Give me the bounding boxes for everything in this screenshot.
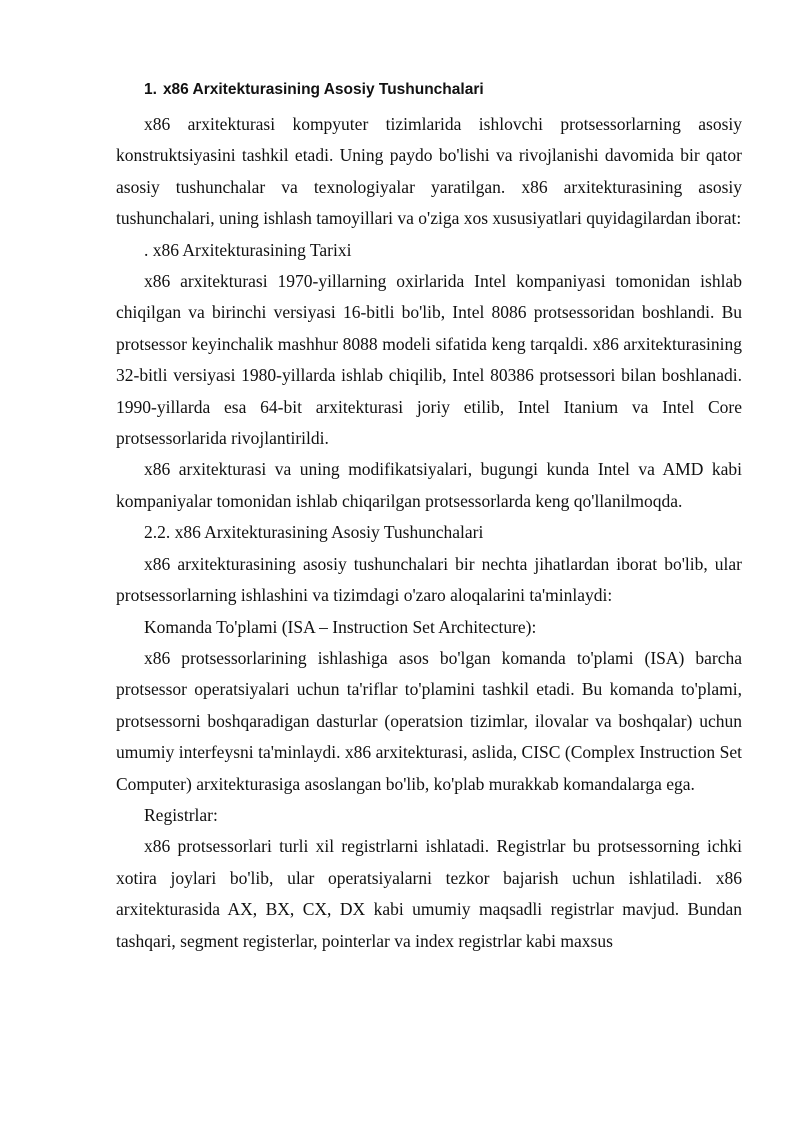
- subheading-history: . x86 Arxitekturasining Tarixi: [144, 239, 352, 260]
- section-title: x86 Arxitekturasining Asosiy Tushunchalari: [162, 81, 484, 98]
- history-paragraph: x86 arxitekturasi 1970-yillarning oxirlarida Intel kompaniyasi tomonidan ishlab chiqilgan va birinchi versiyasi 16-bitli bo'lib, Intel 8086 protsessoridan boshlandi. Bu protsessor keyinchalik mashhur 8088 modeli sifatida keng tarqaldi. x86 arxitekturasining 32-bitli versiyasi 1980-yillarda ishlab chiqilib, Intel 80386 protsessori bilan boshlanadi. 1990-yillarda esa 64-bit arxitekturasi joriy etilib, Intel Itanium va Intel Core protsessorlarida rivojlantirildi.: [116, 271, 742, 449]
- subheading-isa: Komanda To'plami (ISA – Instruction Set Architecture):: [144, 616, 537, 637]
- section-number: 1.: [144, 81, 157, 98]
- intro-paragraph: x86 arxitekturasi kompyuter tizimlarida ishlovchi protsessorlarning asosiy konstruktsiyasini tashkil etadi. Uning paydo bo'lishi va rivojlanishi davomida bir qator asosiy tushunchalar va texnologiyalar yaratilgan. x86 arxitekturasining asosiy tushunchalari, uning ishlash tamoyillari va o'ziga xos xususiyatlari quyidagilardan iborat:: [116, 114, 742, 229]
- modifications-paragraph: x86 arxitekturasi va uning modifikatsiyalari, bugungi kunda Intel va AMD kabi kompaniyalar tomonidan ishlab chiqarilgan protsessorlarda keng qo'llanilmoqda.: [116, 459, 742, 511]
- registers-paragraph: x86 protsessorlari turli xil registrlarni ishlatadi. Registrlar bu protsessorning ichki xotira joylari bo'lib, ular operatsiyalarni tezkor bajarish uchun ishlatiladi. x86 arxitekturasida AX, BX, CX, DX kabi umumiy maqsadli registrlar mavjud. Bundan tashqari, segment registerlar, pointerlar va index registrlar kabi maxsus: [116, 836, 742, 951]
- isa-paragraph: x86 protsessorlarining ishlashiga asos bo'lgan komanda to'plami (ISA) barcha protsessor operatsiyalari uchun ta'riflar to'plamini tashkil etadi. Bu komanda to'plami, protsessorni boshqaradigan dasturlar (operatsion tizimlar, ilovalar va boshqalar) uchun umumiy interfeysni ta'minlaydi. x86 arxitekturasi, aslida, CISC (Complex Instruction Set Computer) arxitekturasiga asoslangan bo'lib, ko'plab murakkab komandalarga ega.: [116, 647, 742, 794]
- section-heading: [144, 78, 742, 109]
- subheading-registers: Registrlar:: [144, 804, 218, 825]
- concepts-paragraph: x86 arxitekturasining asosiy tushunchalari bir nechta jihatlardan iborat bo'lib, ular protsessorlarning ishlashini va tizimdagi o'zaro aloqalarini ta'minlaydi:: [116, 553, 742, 606]
- subheading-basic-concepts: 2.2. x86 Arxitekturasining Asosiy Tushunchalari: [144, 522, 484, 543]
- document-page: [116, 78, 742, 957]
